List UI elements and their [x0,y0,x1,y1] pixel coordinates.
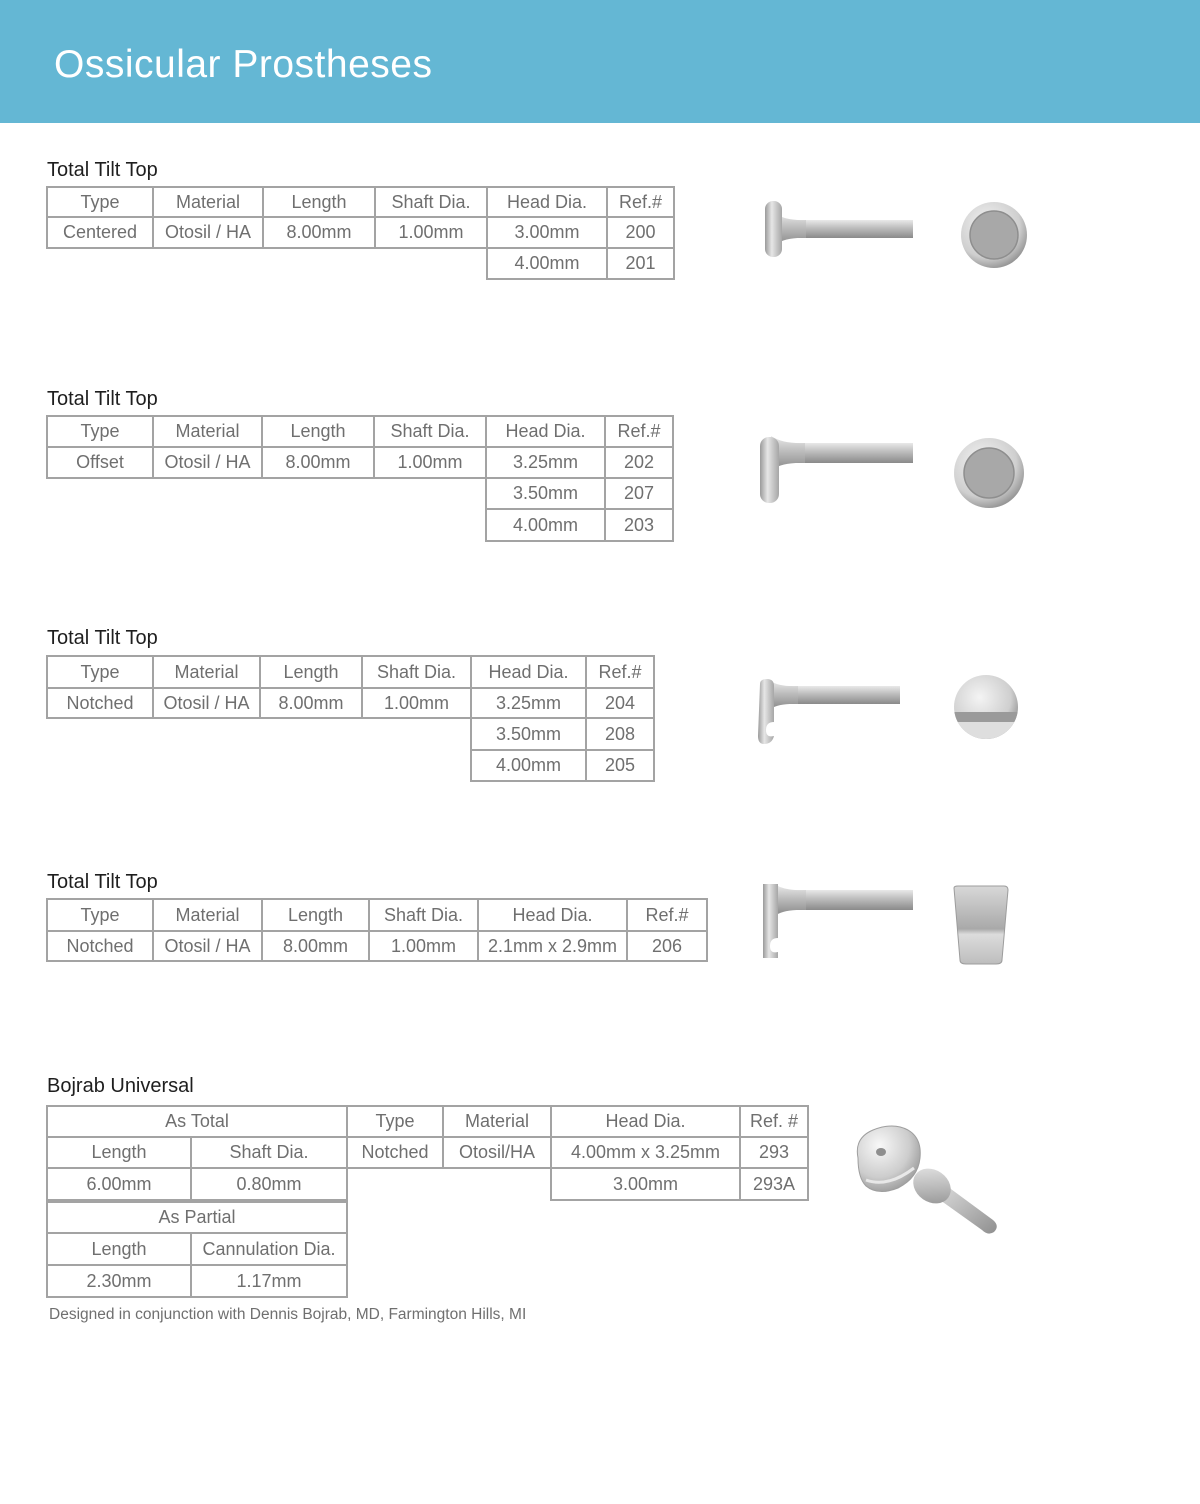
length-cell: 6.00mm [46,1167,192,1201]
header-cell: Type [46,898,154,932]
ref-cell: 204 [585,687,655,719]
type-cell: Centered [46,216,154,249]
section-title: Total Tilt Top [47,627,158,649]
length-cell: 8.00mm [261,930,370,962]
head-dia-cell: 4.00mm [470,749,587,782]
material-cell: Otosil / HA [152,687,261,719]
header-cell: Type [46,655,154,689]
shaft-dia-cell: 1.00mm [361,687,472,719]
header-cell: Head Dia. [550,1105,741,1138]
prosthesis-side-view-image [755,432,920,507]
shaft-dia-cell: 0.80mm [190,1167,348,1201]
header-cell: Shaft Dia. [190,1136,348,1169]
material-cell: Otosil / HA [152,930,263,962]
header-cell: Ref.# [626,898,708,932]
material-cell: Otosil / HA [152,446,263,479]
length-cell: 8.00mm [262,216,376,249]
page-header [0,0,1200,123]
prosthesis-side-view-image [760,195,920,265]
shaft-dia-cell: 1.00mm [368,930,479,962]
header-cell: Type [346,1105,444,1138]
prosthesis-side-view-image [752,676,907,746]
header-cell: Material [152,415,263,448]
footnote: Designed in conjunction with Dennis Bojrab, MD, Farmington Hills, MI [49,1306,527,1323]
prosthesis-top-view-image [960,201,1030,271]
shaft-dia-cell: 1.00mm [373,446,487,479]
ref-cell: 202 [604,446,674,479]
header-cell: Head Dia. [485,415,606,448]
header-cell: Length [259,655,363,689]
head-dia-cell: 3.00mm [486,216,608,249]
header-cell: Length [261,415,375,448]
as-partial-header: As Partial [46,1201,348,1234]
head-dia-cell: 2.1mm x 2.9mm [477,930,628,962]
header-cell: Shaft Dia. [373,415,487,448]
header-cell: Head Dia. [486,186,608,218]
ref-cell: 200 [606,216,675,249]
header-cell: Ref.# [604,415,674,448]
header-cell: Cannulation Dia. [190,1232,348,1266]
length-cell: 8.00mm [261,446,375,479]
ref-cell: 201 [606,247,675,280]
type-cell: Notched [46,687,154,719]
length-cell: 2.30mm [46,1264,192,1298]
header-cell: Length [262,186,376,218]
section-title: Bojrab Universal [47,1075,194,1097]
header-cell: Ref.# [585,655,655,689]
header-cell: Length [46,1232,192,1266]
head-dia-cell: 3.50mm [485,477,606,510]
head-dia-cell: 3.00mm [550,1167,741,1201]
ref-cell: 207 [604,477,674,510]
header-cell: Material [152,655,261,689]
as-total-header: As Total [46,1105,348,1138]
head-dia-cell: 4.00mm [486,247,608,280]
length-cell: 8.00mm [259,687,363,719]
header-cell: Material [152,186,264,218]
head-dia-cell: 3.25mm [485,446,606,479]
header-cell: Length [46,1136,192,1169]
ref-cell: 205 [585,749,655,782]
type-cell: Offset [46,446,154,479]
header-cell: Type [46,186,154,218]
ref-cell: 208 [585,717,655,751]
header-cell: Ref.# [606,186,675,218]
section-title: Total Tilt Top [47,871,158,893]
head-dia-cell: 4.00mm [485,508,606,542]
material-cell: Otosil / HA [152,216,264,249]
ref-cell: 293A [739,1167,809,1201]
header-cell: Type [46,415,154,448]
shaft-dia-cell: 1.00mm [374,216,488,249]
header-cell: Ref. # [739,1105,809,1138]
head-dia-cell: 3.25mm [470,687,587,719]
section-title: Total Tilt Top [47,159,158,181]
type-cell: Notched [46,930,154,962]
ref-cell: 206 [626,930,708,962]
prosthesis-top-view-image [953,674,1021,742]
header-cell: Shaft Dia. [361,655,472,689]
header-cell: Head Dia. [470,655,587,689]
header-cell: Shaft Dia. [368,898,479,932]
prosthesis-top-view-image [954,438,1026,510]
cannulation-dia-cell: 1.17mm [190,1264,348,1298]
bojrab-prosthesis-image [848,1108,1013,1238]
header-cell: Head Dia. [477,898,628,932]
header-cell: Material [442,1105,552,1138]
head-dia-cell: 4.00mm x 3.25mm [550,1136,741,1169]
header-cell: Shaft Dia. [374,186,488,218]
prosthesis-side-view-image [758,880,918,962]
ref-cell: 293 [739,1136,809,1169]
ref-cell: 203 [604,508,674,542]
header-cell: Length [261,898,370,932]
header-cell: Material [152,898,263,932]
page-title: Ossicular Prostheses [54,43,433,86]
section-title: Total Tilt Top [47,388,158,410]
head-dia-cell: 3.50mm [470,717,587,751]
prosthesis-top-view-image [950,884,1012,968]
material-cell: Otosil/HA [442,1136,552,1169]
type-cell: Notched [346,1136,444,1169]
